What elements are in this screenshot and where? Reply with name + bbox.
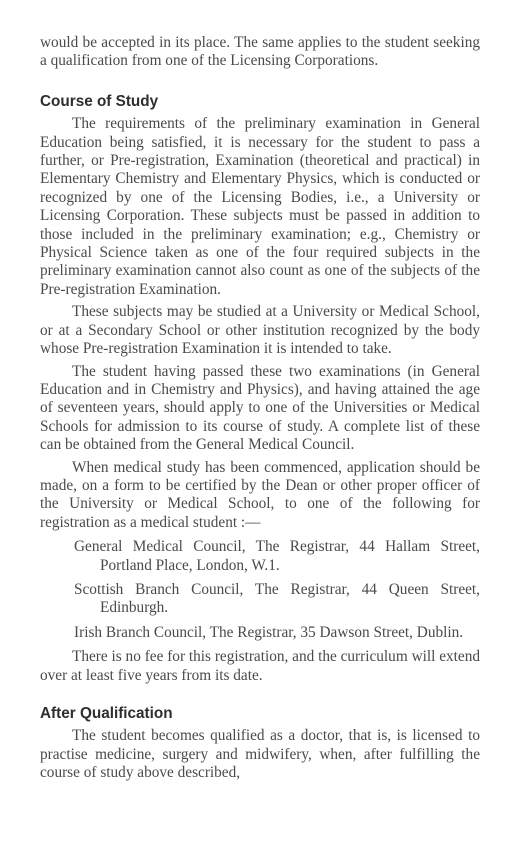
address-irish-branch-council: Irish Branch Council, The Registrar, 35 Dawson Street, Dublin.	[74, 623, 464, 641]
section-heading-course-of-study: Course of Study	[40, 92, 159, 110]
course-paragraph-2: These subjects may be studied at a University or Medical School, or at a Secondary School or other institution recognized by the body whose Pre-registration Examination it is intended to take.	[40, 303, 480, 358]
address-general-medical-council: General Medical Council, The Registrar, 44 Hallam Street, Portland Place, London, W.1.	[74, 538, 480, 574]
document-page	[40, 34, 480, 783]
course-paragraph-4: When medical study has been commenced, application should be made, on a form to be certified by the Dean or other proper officer of the University or Medical School, to one of the following for registration as a medical student :—	[40, 458, 480, 531]
after-qualification-paragraph-1: The student becomes qualified as a doctor, that is, is licensed to practise medicine, surgery and midwifery, when, after fulfilling the course of study above described,	[40, 727, 480, 782]
course-paragraph-3: The student having passed these two examinations (in General Education and in Chemistry and Physics), and having attained the age of seventeen years, should apply to one of the Universities or Medical Schools for admission to its course of study. A complete list of these can be obtained from the General Medical Council.	[40, 362, 480, 454]
course-paragraph-5: There is no fee for this registration, and the curriculum will extend over at least five years from its date.	[40, 648, 480, 684]
section-heading-after-qualification: After Qualification	[40, 705, 173, 722]
course-paragraph-1: The requirements of the preliminary examination in General Education being satisfied, it is necessary for the student to pass a further, or Pre-registration, Examination (theoretical and practical) in Elementary Chemistry and Elementary Physics, which is conducted or recognized by one of the Licensing Bodies, i.e., a University or Licensing Corporation. These subjects must be passed in addition to those included in the preliminary examination; e.g., Chemistry or Physical Science taken as one of the four required subjects in the preliminary examination cannot also count as one of the subjects of the Pre-registration Examination.	[40, 115, 480, 298]
address-scottish-branch-council: Scottish Branch Council, The Registrar, 44 Queen Street, Edinburgh.	[74, 580, 480, 617]
opening-paragraph: would be accepted in its place. The same applies to the student seeking a qualification from one of the Licensing Corporations.	[40, 34, 480, 70]
